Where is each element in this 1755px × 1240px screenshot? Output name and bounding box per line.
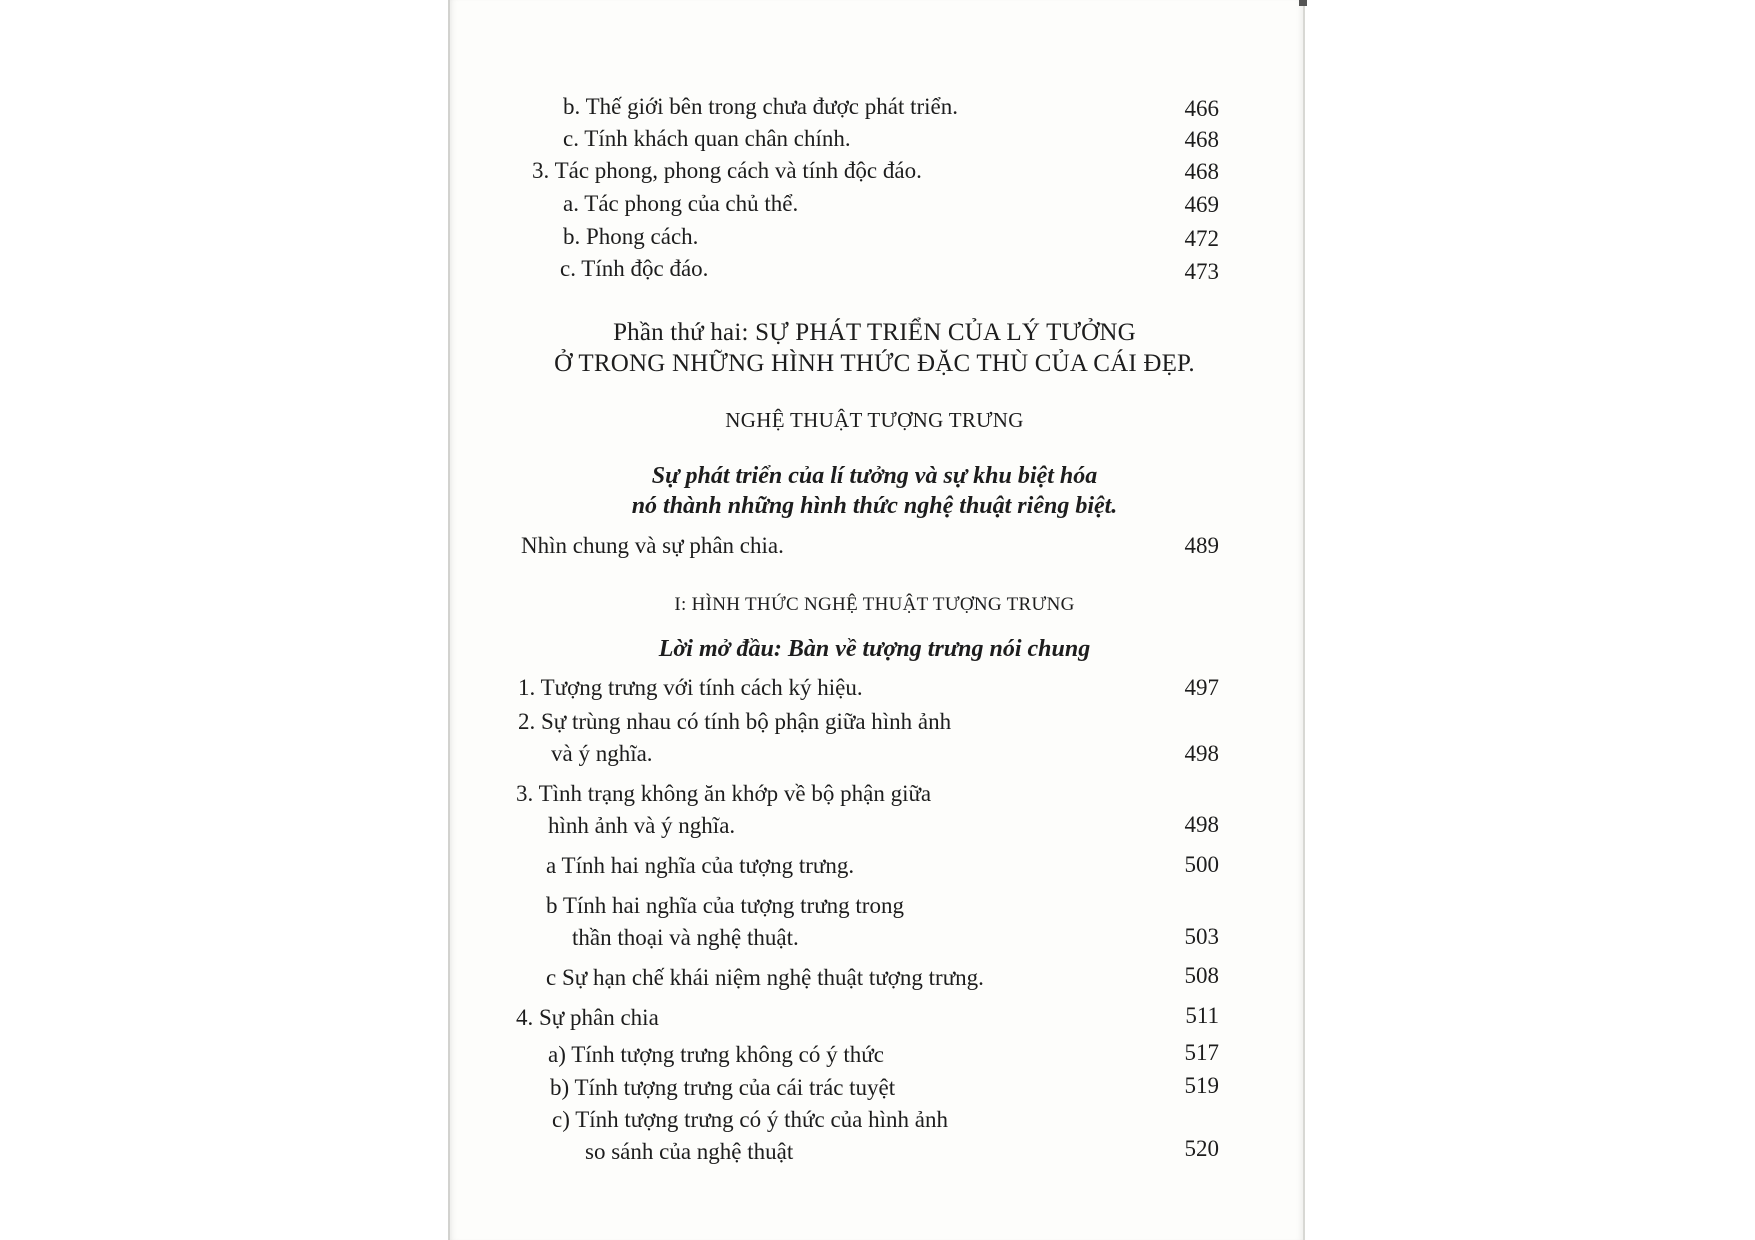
toc-entry-text: b) Tính tượng trưng của cái trác tuyệt [550,1075,896,1100]
section-subtitle-line2: nó thành những hình thức nghệ thuật riêng biệt. [631,493,1118,519]
toc-entry-text: và ý nghĩa. [551,741,653,766]
toc-entry-text: 2. Sự trùng nhau có tính bộ phận giữa hình ảnh [518,709,952,734]
toc-entry-text: 1. Tượng trưng với tính cách ký hiệu. [518,675,863,700]
toc-entry-page: 520 [1184,1136,1219,1161]
toc-entry-text: hình ảnh và ý nghĩa. [548,813,736,838]
toc-entry-text: 3. Tình trạng không ăn khớp về bộ phận giữa [516,781,932,806]
toc-entry-page: 519 [1184,1073,1219,1098]
toc-entry-text: b. Phong cách. [563,224,699,249]
toc-entry-page: 517 [1184,1040,1219,1065]
intro-heading: Lời mở đầu: Bàn về tượng trưng nói chung [658,636,1091,662]
toc-entry-text: 4. Sự phân chia [516,1005,659,1030]
toc-entry-text: c. Tính khách quan chân chính. [563,126,851,151]
toc-entry-page: 500 [1184,852,1219,877]
toc-entry-page: 503 [1184,924,1219,949]
toc-entry-text: c) Tính tượng trưng có ý thức của hình ảnh [552,1107,948,1132]
toc-entry-page: 473 [1184,259,1219,284]
toc-entry-text: a Tính hai nghĩa của tượng trưng. [546,853,855,878]
chapter-heading: I: HÌNH THỨC NGHỆ THUẬT TƯỢNG TRƯNG [674,594,1075,615]
part-heading-line1: Phần thứ hai: SỰ PHÁT TRIỂN CỦA LÝ TƯỞNG [613,319,1136,346]
toc-entry-page: 489 [1184,533,1219,558]
toc-entry-text: thần thoại và nghệ thuật. [572,925,799,950]
toc-entry-text: so sánh của nghệ thuật [585,1139,794,1164]
toc-entry-page: 472 [1184,226,1219,251]
toc-entry-page: 498 [1184,812,1219,837]
toc-entry-page: 497 [1184,675,1219,700]
toc-entry-text: a. Tác phong của chủ thể. [563,191,799,216]
toc-entry-text: 3. Tác phong, phong cách và tính độc đáo. [532,158,922,183]
toc-entry-page: 498 [1184,741,1219,766]
toc-entry-text: c Sự hạn chế khái niệm nghệ thuật tượng trưng. [546,965,984,990]
section-heading: NGHỆ THUẬT TƯỢNG TRƯNG [725,408,1024,432]
toc-entry-page: 468 [1184,159,1219,184]
toc-entry-page: 511 [1185,1003,1219,1028]
toc-entry-page: 468 [1184,127,1219,152]
toc-entry-text: a) Tính tượng trưng không có ý thức [548,1042,884,1067]
toc-entry-page: 469 [1184,192,1219,217]
toc-entry-page: 466 [1184,96,1219,121]
section-subtitle-line1: Sự phát triển của lí tưởng và sự khu biệt hóa [651,463,1098,489]
part-heading-line2: Ở TRONG NHỮNG HÌNH THỨC ĐẶC THÙ CỦA CÁI ĐẸP. [554,350,1195,377]
toc-entry-text: b. Thế giới bên trong chưa được phát triển. [563,94,959,119]
toc-entry-text: c. Tính độc đáo. [560,256,709,281]
toc-entry-text: Nhìn chung và sự phân chia. [521,533,784,558]
toc-entry-page: 508 [1184,963,1219,988]
page-edge-mark [1299,0,1307,6]
toc-entry-text: b Tính hai nghĩa của tượng trưng trong [546,893,904,918]
